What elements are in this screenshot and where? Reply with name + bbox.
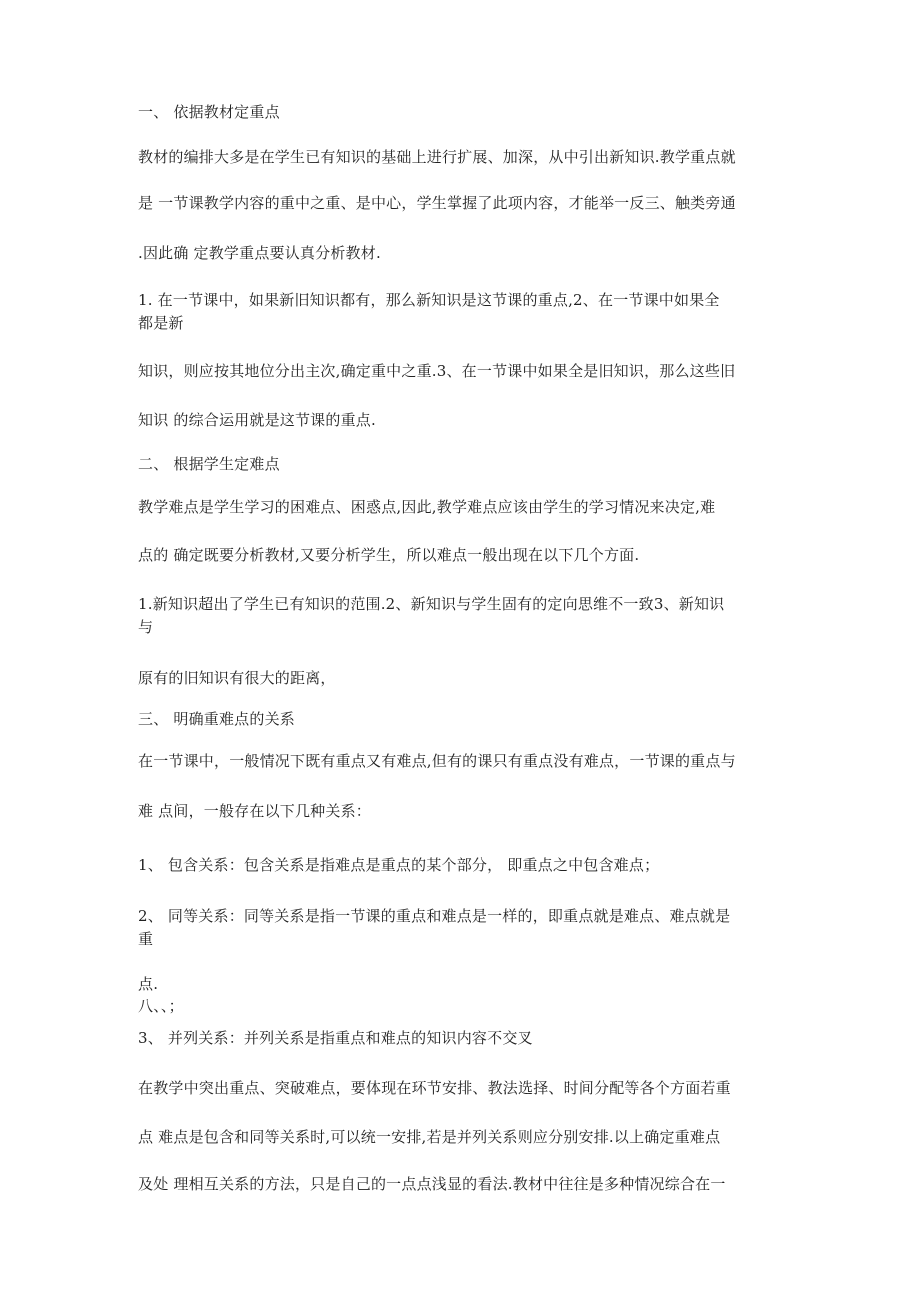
paragraph-line: 在一节课中，一般情况下既有重点又有难点,但有的课只有重点没有难点，一节课的重点与: [138, 752, 736, 770]
section-heading-1: 一、 依据教材定重点: [138, 103, 280, 121]
list-item-line: 都是新: [138, 314, 184, 332]
list-item-line: 与: [138, 618, 154, 636]
paragraph-line: 教学难点是学生学习的困难点、困惑点,因此,教学难点应该由学生的学习情况来决定,难: [138, 498, 716, 516]
list-item-line: 1. 在一节课中，如果新旧知识都有，那么新知识是这节课的重点,2、在一节课中如果全: [138, 291, 720, 309]
paragraph-line: 点 难点是包含和同等关系时,可以统一安排,若是并列关系则应分别安排.以上确定重难点: [138, 1128, 721, 1146]
paragraph-line: 知识，则应按其地位分出主次,确定重中之重.3、在一节课中如果全是旧知识，那么这些旧: [138, 362, 736, 380]
list-item-line: 重: [138, 930, 154, 948]
paragraph-line: .因此确 定教学重点要认真分析教材.: [138, 244, 381, 262]
list-item-line: 1、 包含关系：包含关系是指难点是重点的某个部分， 即重点之中包含难点；: [138, 856, 660, 874]
paragraph-line: 点.: [138, 975, 159, 993]
paragraph-line: 及处 理相互关系的方法，只是自己的一点点浅显的看法.教材中往往是多种情况综合在一: [138, 1175, 726, 1193]
paragraph-line: 在教学中突出重点、突破难点，要体现在环节安排、教法选择、时间分配等各个方面若重: [138, 1079, 731, 1097]
paragraph-line: 难 点间，一般存在以下几种关系：: [138, 802, 371, 820]
list-item-line: 2、 同等关系：同等关系是指一节课的重点和难点是一样的，即重点就是难点、难点就是: [138, 907, 731, 925]
section-heading-3: 三、 明确重难点的关系: [138, 710, 295, 728]
paragraph-line: 八、、；: [138, 997, 184, 1015]
list-item-line: 3、 并列关系：并列关系是指重点和难点的知识内容不交叉: [138, 1029, 533, 1047]
section-heading-2: 二、 根据学生定难点: [138, 455, 280, 473]
paragraph-line: 知识 的综合运用就是这节课的重点.: [138, 411, 376, 429]
paragraph-line: 教材的编排大多是在学生已有知识的基础上进行扩展、加深，从中引出新知识.教学重点就: [138, 148, 736, 166]
paragraph-line: 是 一节课教学内容的重中之重、是中心，学生掌握了此项内容，才能举一反三、触类旁通: [138, 194, 736, 212]
paragraph-line: 原有的旧知识有很大的距离，: [138, 669, 336, 687]
list-item-line: 1.新知识超出了学生已有知识的范围.2、新知识与学生固有的定向思维不一致3、新知识: [138, 595, 725, 613]
paragraph-line: 点的 确定既要分析教材,又要分析学生，所以难点一般出现在以下几个方面.: [138, 546, 640, 564]
